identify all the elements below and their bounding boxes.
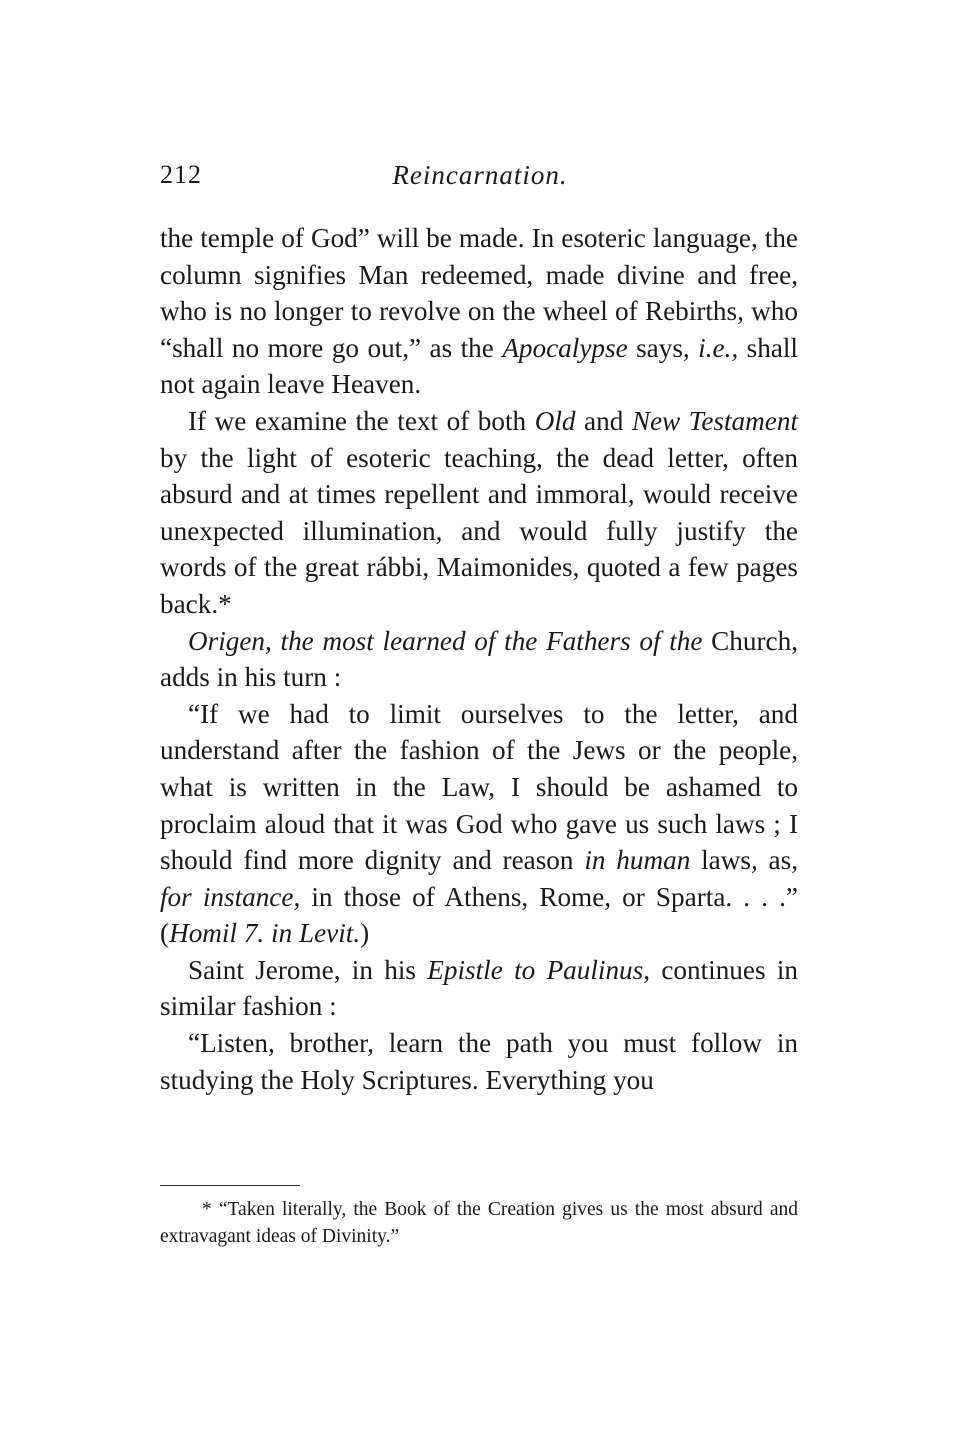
paragraph-4-italic-for-instance: for instance, [160, 881, 301, 912]
paragraph-4-text-d: ) [360, 918, 370, 949]
paragraph-3-text-a: Church, adds in his turn : [160, 625, 798, 693]
page-number: 212 [160, 160, 202, 189]
paragraph-5 [160, 952, 798, 1025]
paragraph-4-text-c: in those of Athens, Rome, or Sparta. . . .” ( [160, 881, 798, 949]
paragraph-2-italic-new-testament: New Testament [631, 405, 798, 436]
paragraph-1 [160, 220, 798, 403]
paragraph-6 [160, 1025, 798, 1098]
footnote-text: * “Taken literally, the Book of the Creation gives us the most absurd and extravagant ideas of Divinity.” [160, 1199, 798, 1247]
paragraph-1-italic-ie: i.e., [698, 332, 739, 363]
paragraph-2 [160, 403, 798, 623]
body-text [160, 220, 798, 1098]
paragraph-3-italic-origen: Origen, the most learned of the Fathers of the [188, 625, 703, 656]
paragraph-5-text-a: Saint Jerome, in his [188, 954, 428, 985]
paragraph-5-text-b: continues in similar fashion : [160, 954, 798, 1022]
running-head [160, 160, 800, 200]
paragraph-4-text-a: “If we had to limit ourselves to the letter, and understand after the fashion of the Jews or the people, what is written in the Law, I should be ashamed to proclaim aloud that it was God who gave us such laws ; I should find more dignity and reason [160, 698, 798, 876]
paragraph-6-text-a: “Listen, brother, learn the path you must follow in studying the Holy Scriptures. Everything you [160, 1028, 798, 1095]
paragraph-4-italic-in-human: in human [584, 845, 691, 876]
paragraph-2-italic-old: Old [534, 405, 576, 436]
paragraph-4-text-b: laws, as, [690, 845, 799, 876]
paragraph-4-italic-citation: Homil 7. in Levit. [169, 918, 361, 949]
paragraph-2-text-b: and [575, 405, 632, 436]
paragraph-1-text-b: says, [627, 332, 699, 363]
paragraph-5-italic-epistle: Epistle to Paulinus, [427, 954, 651, 985]
footnote-rule [160, 1185, 300, 1186]
running-title: Reincarnation. [392, 160, 568, 190]
footnote [160, 1196, 798, 1250]
paragraph-1-text-a: the temple of God” will be made. In esoteric language, the column signifies Man redeemed, made divine and free, who is no longer to revolve on the wheel of Rebirths, who “shall no more go out,” as the [160, 223, 798, 363]
paragraph-1-italic-apocalypse: Apocalypse [502, 332, 628, 363]
paragraph-3 [160, 623, 798, 696]
paragraph-4 [160, 696, 798, 952]
paragraph-2-text-c: by the light of esoteric teaching, the dead letter, often absurd and at times repellent and immoral, would receive unexpected illumination, and would fully justify the words of the great rábbi, Maimonides, quoted a few pages back.* [160, 442, 798, 619]
paragraph-1-text-c: shall not again leave Heaven. [160, 332, 798, 400]
paragraph-2-text-a: If we examine the text of both [188, 405, 535, 436]
